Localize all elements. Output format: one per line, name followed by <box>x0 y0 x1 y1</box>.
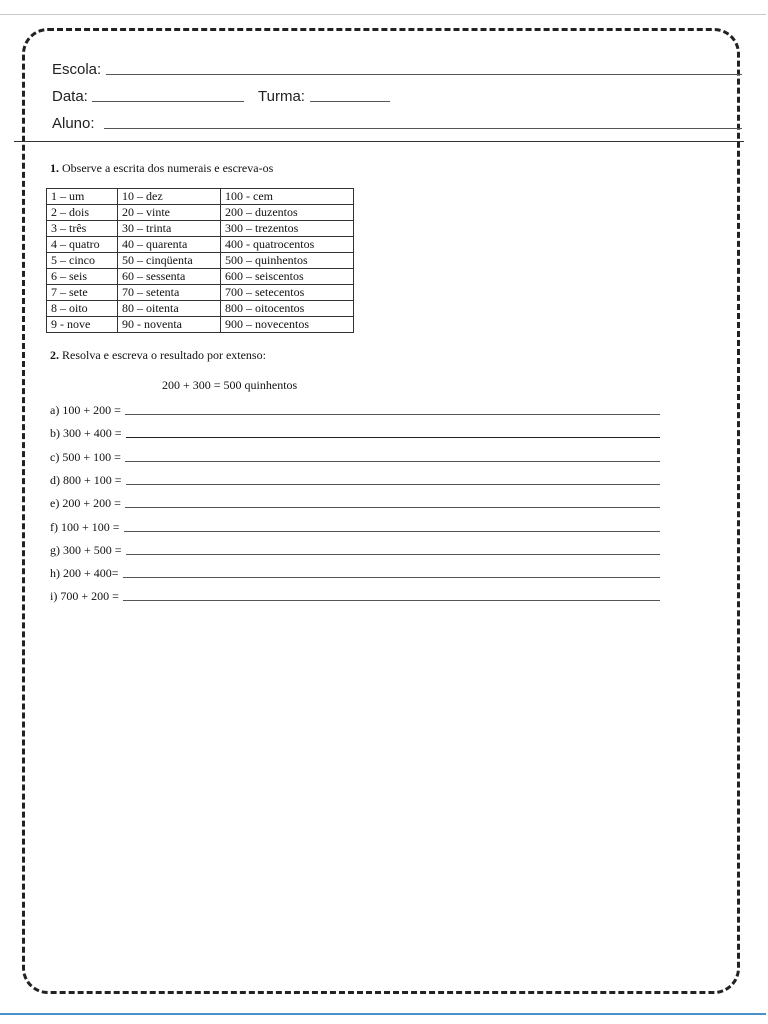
table-cell: 10 – dez <box>118 189 221 205</box>
table-cell: 7 – sete <box>47 285 118 301</box>
exercise-item <box>50 540 660 558</box>
table-cell: 20 – vinte <box>118 205 221 221</box>
answer-line[interactable] <box>125 507 660 508</box>
exercise-item <box>50 423 660 441</box>
example-equation: 200 + 300 = 500 quinhentos <box>162 378 298 392</box>
header-separator <box>14 141 744 142</box>
exercise-item <box>50 470 660 488</box>
answer-line[interactable] <box>126 484 660 485</box>
answer-line[interactable] <box>125 461 660 462</box>
numerals-table <box>46 188 354 333</box>
table-cell: 80 – oitenta <box>118 301 221 317</box>
table-cell: 100 - cem <box>221 189 354 205</box>
answer-line[interactable] <box>126 437 660 438</box>
table-row <box>47 221 354 237</box>
question-2-title <box>50 348 266 363</box>
exercise-label: h) 200 + 400= <box>50 566 119 581</box>
escola-field[interactable] <box>106 74 742 75</box>
table-cell: 600 – seiscentos <box>221 269 354 285</box>
question-1-title <box>50 161 273 176</box>
table-cell: 200 – duzentos <box>221 205 354 221</box>
table-cell: 2 – dois <box>47 205 118 221</box>
table-cell: 70 – setenta <box>118 285 221 301</box>
table-cell: 8 – oito <box>47 301 118 317</box>
exercise-item <box>50 586 660 604</box>
exercise-label: g) 300 + 500 = <box>50 542 122 557</box>
answer-line[interactable] <box>123 600 660 601</box>
exercise-item <box>50 517 660 535</box>
question-1-number: 1. <box>50 161 59 175</box>
table-cell: 40 – quarenta <box>118 237 221 253</box>
table-cell: 400 - quatrocentos <box>221 237 354 253</box>
exercise-label: c) 500 + 100 = <box>50 449 121 464</box>
table-row <box>47 205 354 221</box>
turma-field[interactable] <box>310 101 390 102</box>
aluno-label: Aluno: <box>52 115 95 132</box>
turma-label: Turma: <box>258 88 305 105</box>
exercise-item <box>50 447 660 465</box>
table-row <box>47 301 354 317</box>
table-cell: 1 – um <box>47 189 118 205</box>
table-cell: 6 – seis <box>47 269 118 285</box>
exercise-item <box>50 493 660 511</box>
table-row <box>47 237 354 253</box>
table-cell: 9 - nove <box>47 317 118 333</box>
answer-line[interactable] <box>124 531 660 532</box>
answer-line[interactable] <box>126 554 660 555</box>
question-1-text: Observe a escrita dos numerais e escreva-os <box>62 161 274 175</box>
exercise-label: e) 200 + 200 = <box>50 496 121 511</box>
question-2-text: Resolva e escreva o resultado por extenso: <box>62 348 266 362</box>
exercise-item <box>50 400 660 418</box>
exercise-label: f) 100 + 100 = <box>50 519 120 534</box>
table-cell: 60 – sessenta <box>118 269 221 285</box>
table-cell: 30 – trinta <box>118 221 221 237</box>
table-cell: 3 – três <box>47 221 118 237</box>
data-label: Data: <box>52 88 88 105</box>
table-row <box>47 285 354 301</box>
table-row <box>47 253 354 269</box>
aluno-field[interactable] <box>104 128 742 129</box>
table-row <box>47 317 354 333</box>
exercise-item <box>50 563 660 581</box>
table-cell: 800 – oitocentos <box>221 301 354 317</box>
escola-label: Escola: <box>52 61 102 78</box>
table-cell: 500 – quinhentos <box>221 253 354 269</box>
answer-line[interactable] <box>123 577 660 578</box>
table-cell: 90 - noventa <box>118 317 221 333</box>
exercise-label: a) 100 + 200 = <box>50 403 121 417</box>
table-cell: 300 – trezentos <box>221 221 354 237</box>
exercise-label: i) 700 + 200 = <box>50 589 119 604</box>
answer-line[interactable] <box>125 414 660 415</box>
table-cell: 5 – cinco <box>47 253 118 269</box>
table-row <box>47 269 354 285</box>
table-cell: 50 – cinqüenta <box>118 253 221 269</box>
exercise-label: d) 800 + 100 = <box>50 472 122 487</box>
exercise-label: b) 300 + 400 = <box>50 426 122 441</box>
table-cell: 700 – setecentos <box>221 285 354 301</box>
table-cell: 4 – quatro <box>47 237 118 253</box>
table-cell: 900 – novecentos <box>221 317 354 333</box>
data-field[interactable] <box>92 101 244 102</box>
question-2-number: 2. <box>50 348 59 362</box>
table-row <box>47 189 354 205</box>
